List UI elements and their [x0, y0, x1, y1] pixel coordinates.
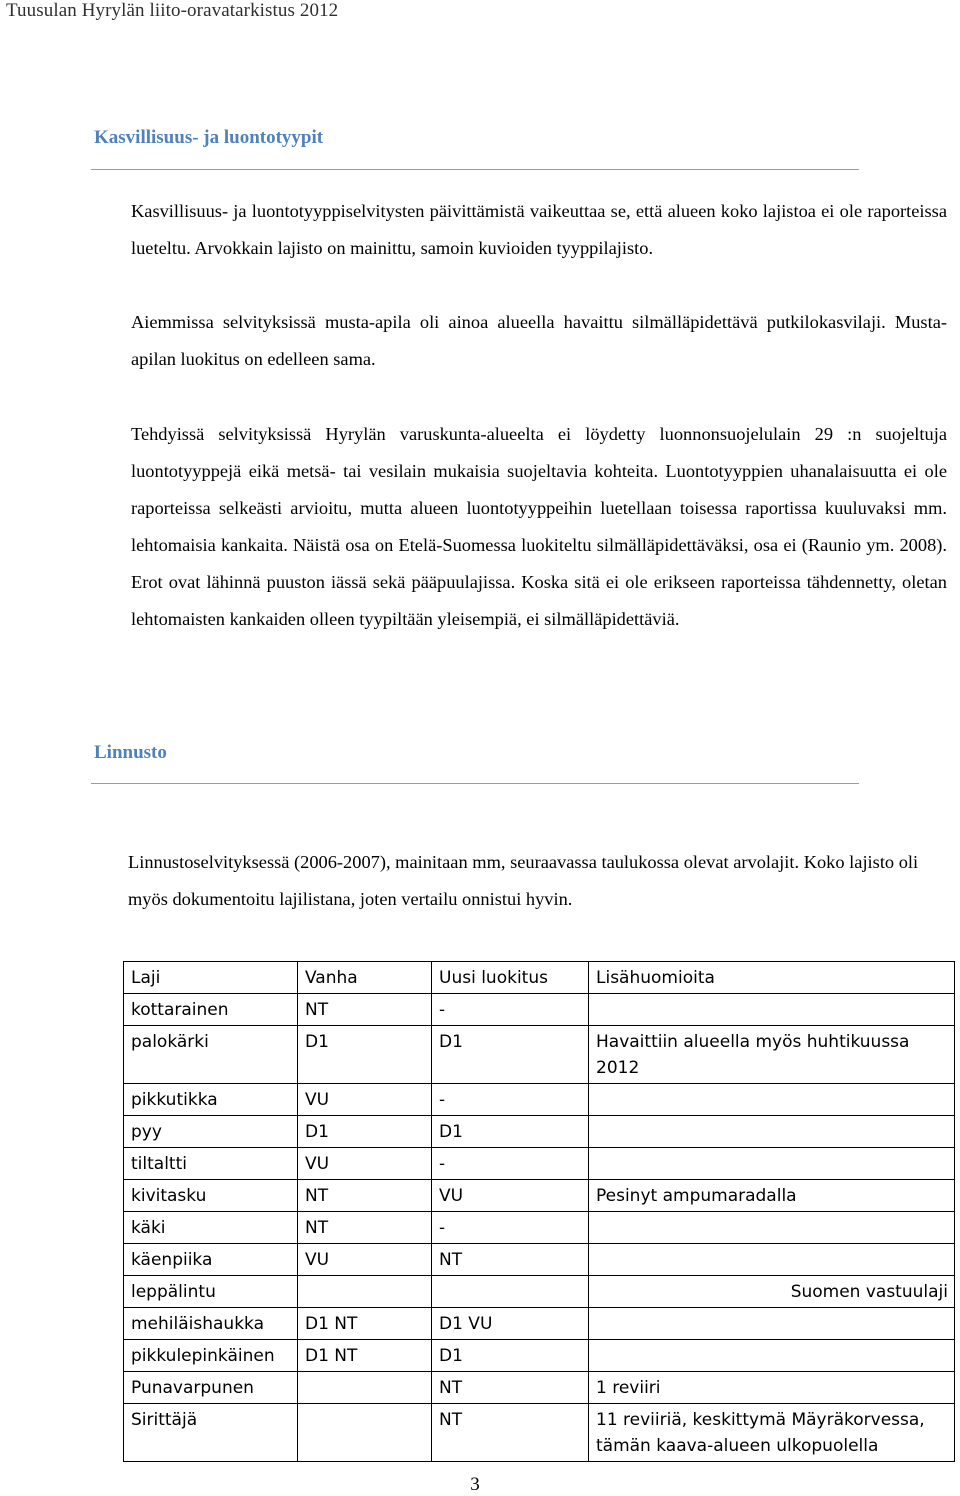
table-cell: 1 reviiri [589, 1372, 955, 1404]
table-cell: Pesinyt ampumaradalla [589, 1180, 955, 1212]
table-cell: palokärki [124, 1026, 298, 1084]
table-cell [432, 1276, 589, 1308]
table-cell: NT [298, 1212, 432, 1244]
table-cell: D1 [432, 1340, 589, 1372]
table-cell: - [432, 1212, 589, 1244]
column-header: Uusi luokitus [432, 962, 589, 994]
table-cell: käki [124, 1212, 298, 1244]
table-cell: VU [432, 1180, 589, 1212]
paragraph: Kasvillisuus- ja luontotyyppiselvitysten päivittämistä vaikeuttaa se, että alueen koko lajistoa ei ole raporteissa lueteltu. Arvokkain lajisto on mainittu, samoin kuvioiden tyyppilajisto. [131, 201, 947, 258]
table-cell: leppälintu [124, 1276, 298, 1308]
table-cell [589, 1148, 955, 1180]
table-cell: D1 NT [298, 1308, 432, 1340]
heading-underline [91, 169, 859, 170]
table-cell: D1 [298, 1116, 432, 1148]
table-cell: NT [432, 1404, 589, 1462]
table-cell [298, 1372, 432, 1404]
page-number: 3 [470, 1474, 480, 1495]
table-cell [589, 1244, 955, 1276]
table-cell [589, 1116, 955, 1148]
table-cell: - [432, 1084, 589, 1116]
table-row [124, 1084, 955, 1116]
table-cell: NT [432, 1372, 589, 1404]
table-header-row [124, 962, 955, 994]
table-cell [589, 1340, 955, 1372]
section-heading-vegetation: Kasvillisuus- ja luontotyypit [94, 127, 324, 148]
table-cell: NT [298, 994, 432, 1026]
table-row [124, 1244, 955, 1276]
table-row [124, 1404, 955, 1462]
table-cell: Havaittiin alueella myös huhtikuussa 2012 [589, 1026, 955, 1084]
table-cell: pyy [124, 1116, 298, 1148]
table-cell: D1 [432, 1116, 589, 1148]
paragraph: Tehdyissä selvityksissä Hyrylän varuskunta-alueelta ei löydetty luonnonsuojelulain 29 :n suojeltuja luontotyyppejä eikä metsä- tai vesilain mukaisia suojeltavia kohteita. Luontotyyppien uhanalaisuutta ei ole raporteissa selkeästi arvioitu, mutta alueen luontotyyppeihin luetellaan toisessa raportissa kuuluvaksi mm. lehtomaisia kankaita. Näistä osa on Etelä-Suomessa luokiteltu silmälläpidettäväksi, osa ei (Raunio ym. 2008). Erot ovat lähinnä puuston iässä sekä pääpuulajissa. Koska sitä ei ole erikseen raporteissa tähdennetty, oletan lehtomaisten kankaiden olleen tyypiltään yleisempiä, ei silmälläpidettäviä. [131, 424, 947, 629]
table-cell [589, 994, 955, 1026]
table-cell: käenpiika [124, 1244, 298, 1276]
table-cell: tiltaltti [124, 1148, 298, 1180]
table-cell: pikkulepinkäinen [124, 1340, 298, 1372]
table-cell [589, 1212, 955, 1244]
table-cell: Sirittäjä [124, 1404, 298, 1462]
column-header: Lisähuomioita [589, 962, 955, 994]
paragraph: Linnustoselvityksessä (2006-2007), mainitaan mm, seuraavassa taulukossa olevat arvolajit. Koko lajisto oli myös dokumentoitu lajilistana, joten vertailu onnistui hyvin. [128, 852, 919, 909]
table-cell: D1 [298, 1026, 432, 1084]
table-cell: VU [298, 1084, 432, 1116]
table-cell: kivitasku [124, 1180, 298, 1212]
running-header: Tuusulan Hyrylän liito-oravatarkistus 2012 [6, 0, 339, 21]
table-cell: 11 reviiriä, keskittymä Mäyräkorvessa, tämän kaava-alueen ulkopuolella [589, 1404, 955, 1462]
table-row [124, 1276, 955, 1308]
table-cell: Punavarpunen [124, 1372, 298, 1404]
table-cell: Suomen vastuulaji [589, 1276, 955, 1308]
column-header: Laji [124, 962, 298, 994]
table-cell: D1 VU [432, 1308, 589, 1340]
heading-underline [91, 783, 859, 784]
table-row [124, 1372, 955, 1404]
table-row [124, 1148, 955, 1180]
table-cell: D1 NT [298, 1340, 432, 1372]
table-cell: D1 [432, 1026, 589, 1084]
section-heading-birds: Linnusto [94, 742, 167, 763]
table-cell: NT [432, 1244, 589, 1276]
species-table [123, 961, 955, 1462]
table-cell: VU [298, 1148, 432, 1180]
table-row [124, 1116, 955, 1148]
table-row [124, 1026, 955, 1084]
table-cell [298, 1404, 432, 1462]
paragraph: Aiemmissa selvityksissä musta-apila oli ainoa alueella havaittu silmälläpidettävä putkilokasvilaji. Musta-apilan luokitus on edelleen sama. [131, 312, 947, 369]
table-row [124, 1212, 955, 1244]
table-row [124, 1180, 955, 1212]
table-cell [298, 1276, 432, 1308]
table-cell: mehiläishaukka [124, 1308, 298, 1340]
table-cell [589, 1084, 955, 1116]
table-cell: - [432, 994, 589, 1026]
table-cell [589, 1308, 955, 1340]
table-row [124, 1308, 955, 1340]
table-cell: pikkutikka [124, 1084, 298, 1116]
table-cell: kottarainen [124, 994, 298, 1026]
table-row [124, 994, 955, 1026]
table-cell: VU [298, 1244, 432, 1276]
table-cell: - [432, 1148, 589, 1180]
table-row [124, 1340, 955, 1372]
table-cell: NT [298, 1180, 432, 1212]
column-header: Vanha [298, 962, 432, 994]
